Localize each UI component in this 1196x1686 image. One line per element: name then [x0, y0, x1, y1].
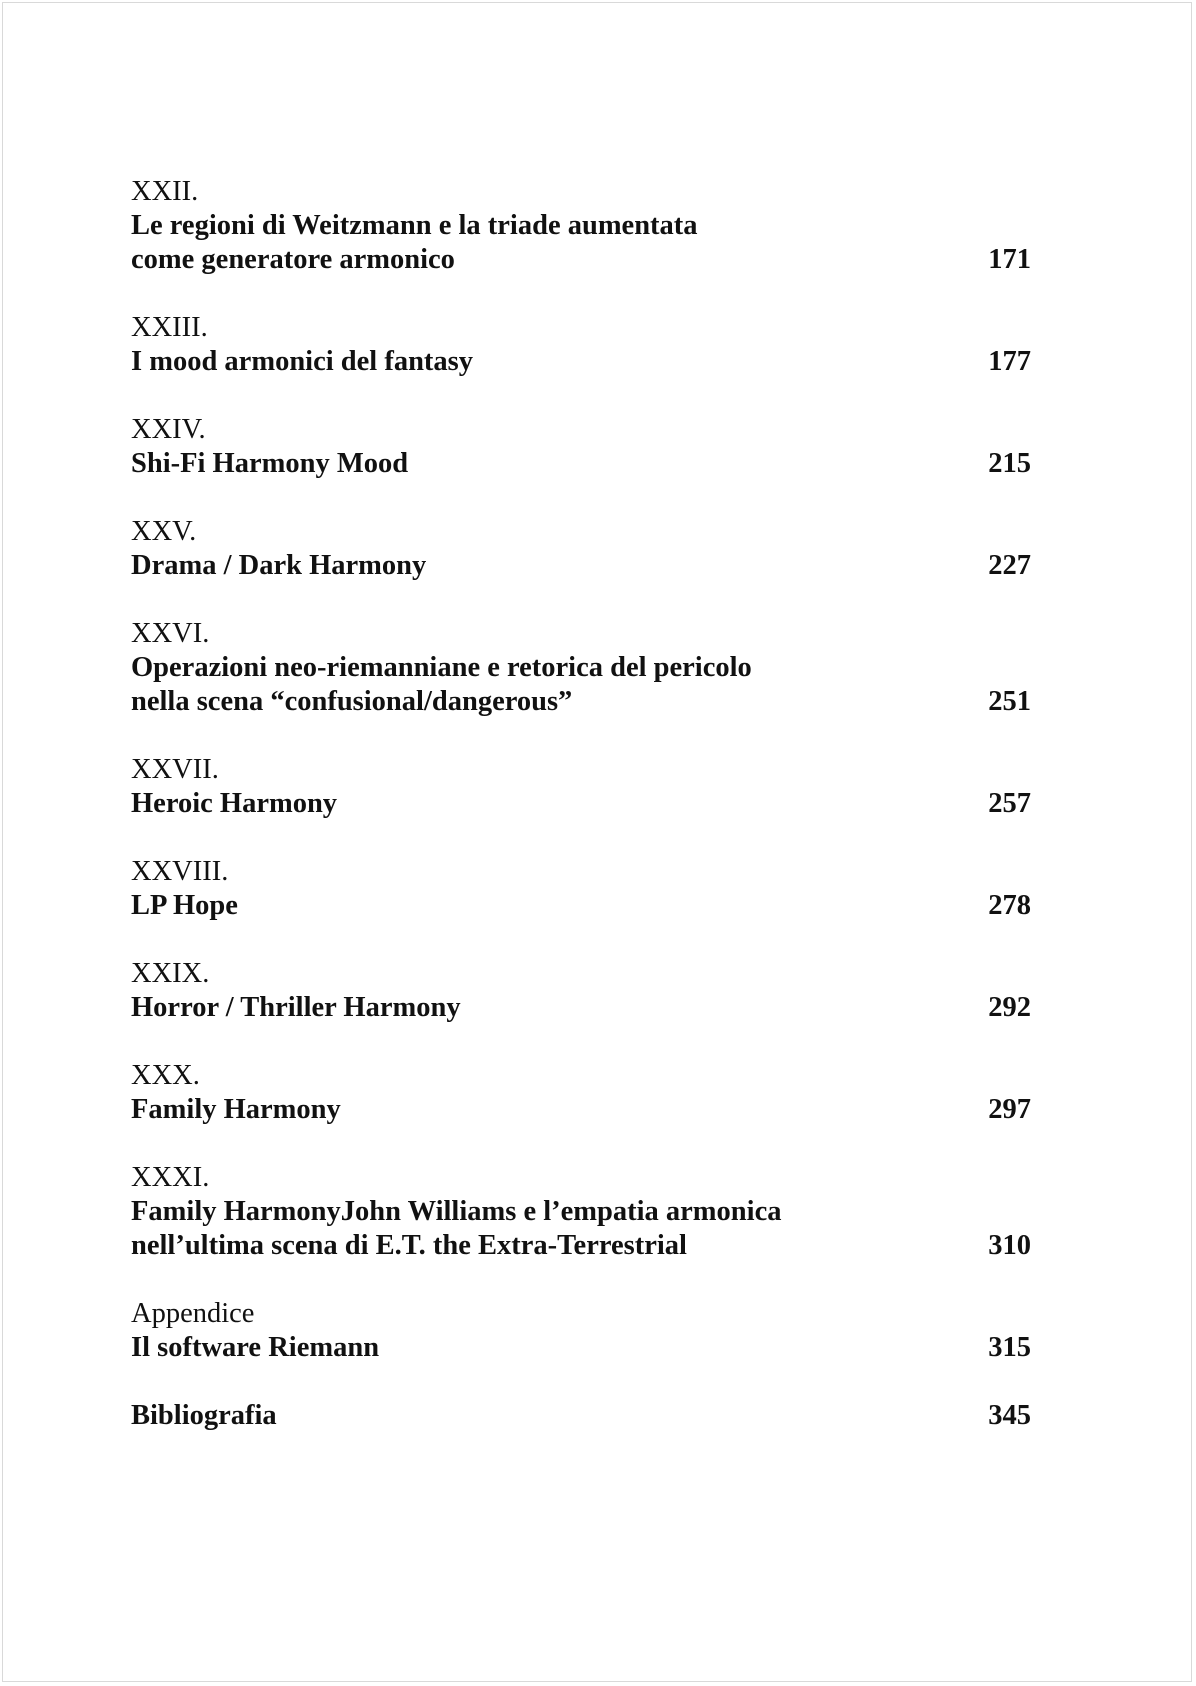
chapter-numeral: XXIII.	[131, 312, 208, 343]
page-number: 310	[988, 1230, 1031, 1261]
chapter-numeral: XXVI.	[131, 618, 210, 649]
bibliography-title: Bibliografia	[131, 1400, 277, 1431]
page-number: 215	[988, 448, 1031, 479]
table-of-contents	[131, 175, 1031, 1467]
chapter-numeral: XXVIII.	[131, 856, 229, 887]
page-number: 278	[988, 890, 1031, 921]
toc-entry	[131, 957, 1031, 1025]
chapter-numeral: XXIX.	[131, 958, 210, 989]
page-number: 177	[988, 346, 1031, 377]
page-number: 315	[988, 1332, 1031, 1363]
toc-entry	[131, 1059, 1031, 1127]
chapter-title: Shi-Fi Harmony Mood	[131, 448, 409, 479]
chapter-numeral: XXX.	[131, 1060, 200, 1091]
chapter-title: LP Hope	[131, 890, 238, 921]
chapter-numeral: XXXI.	[131, 1162, 210, 1193]
appendix-label: Appendice	[131, 1298, 255, 1329]
chapter-title: I mood armonici del fantasy	[131, 346, 473, 377]
page-number: 297	[988, 1094, 1031, 1125]
toc-entry	[131, 515, 1031, 583]
toc-appendix	[131, 1297, 1031, 1365]
page-number: 345	[988, 1400, 1031, 1431]
toc-entry	[131, 617, 1031, 719]
chapter-numeral: XXV.	[131, 516, 197, 547]
chapter-numeral: XXIV.	[131, 414, 206, 445]
toc-entry	[131, 311, 1031, 379]
chapter-title: Drama / Dark Harmony	[131, 550, 427, 581]
page-number: 292	[988, 992, 1031, 1023]
toc-entry	[131, 855, 1031, 923]
chapter-title: Heroic Harmony	[131, 788, 338, 819]
page-number: 171	[988, 244, 1031, 275]
document-page	[2, 2, 1192, 1682]
toc-entry	[131, 175, 1031, 277]
page-number: 257	[988, 788, 1031, 819]
toc-bibliography	[131, 1399, 1031, 1433]
toc-entry	[131, 1161, 1031, 1263]
chapter-title: Horror / Thriller Harmony	[131, 992, 461, 1023]
chapter-title: Le regioni di Weitzmann e la triade aumentata come generatore armonico	[131, 210, 698, 275]
chapter-title: Operazioni neo-riemanniane e retorica del pericolo nella scena “confusional/dangerous”	[131, 652, 752, 717]
chapter-numeral: XXVII.	[131, 754, 219, 785]
toc-entry	[131, 753, 1031, 821]
page-number: 251	[988, 686, 1031, 717]
chapter-numeral: XXII.	[131, 176, 199, 207]
chapter-title: Family Harmony	[131, 1094, 341, 1125]
appendix-title: Il software Riemann	[131, 1332, 380, 1363]
chapter-title: Family HarmonyJohn Williams e l’empatia armonica nell’ultima scena di E.T. the Extra-Terrestrial	[131, 1196, 782, 1261]
page-number: 227	[988, 550, 1031, 581]
toc-entry	[131, 413, 1031, 481]
